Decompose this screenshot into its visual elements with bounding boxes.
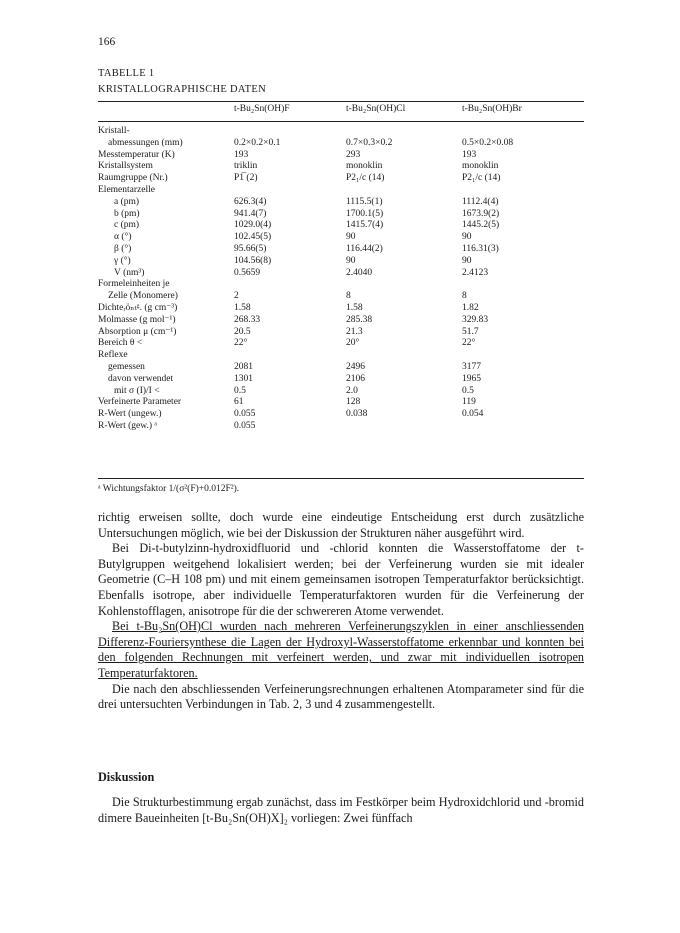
table-bottom-rule [98, 478, 584, 479]
cell-value: 941.4(7) [234, 208, 267, 219]
row-label-text: Bereich θ < [98, 338, 143, 349]
cell-value: 0.7×0.3×0.2 [346, 137, 393, 148]
cell-value: 329.83 [462, 314, 489, 325]
cell-value: 1115.5(1) [346, 196, 383, 207]
row-label-text: γ (°) [114, 255, 131, 266]
paragraph-2: Bei Di-t-butylzinn-hydroxidfluorid und -chlorid konnten die Wasserstoffatome der t-Butylgruppen weitgehend lokalisiert werden; bei der Verfeinerung wurden sie mit idealer Geometrie (C–H 108 pm) und mit einem gemeinsamen isotropen Temperaturfaktor berücksichtigt. Ebenfalls isotrope, aber individuelle Temperaturfaktoren wurden für die Verfeinerung der Kohlenstofflagen, anisotrope für die der schwereren Atome verwendet. [98, 541, 584, 618]
row-label-text: abmessungen (mm) [108, 137, 183, 148]
paragraph-4: Die nach den abschliessenden Verfeinerungsrechnungen erhaltenen Atomparameter sind für die drei untersuchten Verbindungen in Tab. 2, 3 und 4 zusammengestellt. [98, 681, 584, 712]
cell-value: 1965 [462, 373, 481, 384]
row-label-text: Kristall- [98, 126, 130, 136]
row-label [98, 374, 234, 386]
row-label [98, 315, 234, 327]
row-label-text: Molmasse (g mol⁻¹) [98, 314, 176, 325]
row-label [98, 161, 234, 173]
table-title: KRISTALLOGRAPHISCHE DATEN [98, 84, 266, 95]
cell-value: 128 [346, 397, 361, 408]
table-footnote: ᵃ Wichtungsfaktor 1/(σ²(F)+0.012F²). [98, 484, 240, 494]
cell-value: 119 [462, 397, 476, 408]
cell-value: 90 [346, 232, 356, 243]
row-label [98, 338, 234, 350]
cell-value: 8 [346, 291, 351, 302]
row-label [98, 126, 234, 138]
table-row [98, 421, 584, 433]
row-label-text: Formeleinheiten je [98, 279, 170, 290]
cell-value: 0.5 [234, 385, 246, 396]
cell-value: 293 [346, 149, 361, 160]
cell-value: 2.4123 [462, 267, 489, 278]
cell-value: 90 [462, 255, 472, 266]
cell-value: 2496 [346, 361, 365, 372]
table-row [98, 268, 584, 280]
row-label [98, 185, 234, 197]
cell-value: P2₁/c (14) [346, 173, 385, 184]
row-label [98, 197, 234, 209]
row-label [98, 209, 234, 221]
row-label [98, 291, 234, 303]
table-row [98, 338, 584, 350]
column-header-1: t-Bu₂Sn(OH)F [234, 104, 290, 114]
cell-value [234, 350, 346, 362]
row-label-text: davon verwendet [108, 373, 174, 384]
table-row [98, 256, 584, 268]
cell-value: P2₁/c (14) [462, 173, 501, 184]
cell-value [462, 350, 584, 362]
cell-value [462, 421, 584, 433]
table-row [98, 386, 584, 398]
table-row [98, 197, 584, 209]
row-label [98, 327, 234, 339]
cell-value: 90 [462, 232, 472, 243]
row-label [98, 397, 234, 409]
table-label: TABELLE 1 [98, 68, 155, 79]
cell-value: 1112.4(4) [462, 196, 499, 207]
cell-value: 2.0 [346, 385, 358, 396]
cell-value [462, 126, 584, 138]
discussion-paragraph: Die Strukturbestimmung ergab zunächst, dass im Festkörper beim Hydroxidchlorid und -bromid dimere Baueinheiten [t-Bu₂Sn(OH)X]₂ vorliegen: Zwei fünffach [98, 795, 584, 825]
cell-value: 116.31(3) [462, 243, 499, 254]
cell-value: 0.5659 [234, 267, 261, 278]
cell-value: 1700.1(5) [346, 208, 384, 219]
row-label-text: a (pm) [114, 196, 140, 207]
cell-value: 2 [234, 291, 239, 302]
row-label [98, 268, 234, 280]
row-label [98, 421, 234, 433]
table-row [98, 173, 584, 185]
table-row [98, 350, 584, 362]
cell-value: 0.054 [462, 409, 484, 420]
section-heading: Diskussion [98, 770, 155, 784]
crystallographic-data-table [98, 126, 584, 433]
cell-value: 1029.0(4) [234, 220, 272, 231]
cell-value: 1.58 [234, 302, 251, 313]
table-row [98, 232, 584, 244]
table-row [98, 374, 584, 386]
table-row [98, 150, 584, 162]
cell-value: 102.45(5) [234, 232, 272, 243]
cell-value: 1.82 [462, 302, 479, 313]
cell-value: 0.2×0.2×0.1 [234, 137, 281, 148]
cell-value [346, 126, 462, 138]
cell-value: 51.7 [462, 326, 479, 337]
row-label-text: gemessen [108, 361, 145, 372]
cell-value: 1.58 [346, 302, 363, 313]
cell-value: 21.3 [346, 326, 363, 337]
table-row [98, 220, 584, 232]
cell-value: 1415.7(4) [346, 220, 384, 231]
row-label-text: Zelle (Monomere) [108, 291, 178, 302]
row-label-text: Reflexe [98, 350, 128, 361]
table-row [98, 209, 584, 221]
row-label [98, 256, 234, 268]
cell-value: 0.038 [346, 409, 368, 420]
row-label [98, 232, 234, 244]
cell-value: 116.44(2) [346, 243, 383, 254]
row-label-text: β (°) [114, 243, 132, 254]
row-label-text: R-Wert (ungew.) [98, 409, 162, 420]
cell-value: 0.5 [462, 385, 474, 396]
column-header-2: t-Bu₂Sn(OH)Cl [346, 104, 406, 114]
cell-value: 1301 [234, 373, 253, 384]
cell-value: 0.055 [234, 420, 256, 431]
row-label [98, 220, 234, 232]
row-label-text: mit σ (I)/I < [114, 385, 160, 396]
row-label [98, 409, 234, 421]
table-row [98, 303, 584, 315]
row-label [98, 350, 234, 362]
cell-value: triklin [234, 161, 258, 172]
row-label-text: b (pm) [114, 208, 140, 219]
row-label-text: Kristallsystem [98, 161, 153, 172]
row-label [98, 138, 234, 150]
row-label-text: R-Wert (gew.) ᵃ [98, 420, 157, 431]
cell-value [462, 185, 584, 197]
cell-value [346, 279, 462, 291]
cell-value [234, 185, 346, 197]
row-label [98, 150, 234, 162]
cell-value: P1̅ (2) [234, 173, 258, 184]
table-row [98, 185, 584, 197]
cell-value: 20.5 [234, 326, 251, 337]
table-row [98, 126, 584, 138]
cell-value: 90 [346, 255, 356, 266]
table-row [98, 291, 584, 303]
row-label-text: c (pm) [114, 220, 140, 231]
cell-value: 22° [234, 338, 248, 349]
table-row [98, 327, 584, 339]
cell-value: 104.56(8) [234, 255, 272, 266]
table-row [98, 315, 584, 327]
cell-value: 22° [462, 338, 476, 349]
cell-value: monoklin [462, 161, 499, 172]
row-label-text: Verfeinerte Parameter [98, 397, 182, 408]
paragraph-3 [98, 619, 584, 681]
table-row [98, 244, 584, 256]
cell-value: 61 [234, 397, 244, 408]
paragraph-1: richtig erweisen sollte, doch wurde eine eindeutige Entscheidung erst durch zusätzliche Untersuchungen möglich, wie bei der Diskussion der Strukturen näher ausgeführt wird. [98, 510, 584, 540]
cell-value: 1673.9(2) [462, 208, 500, 219]
row-label [98, 244, 234, 256]
cell-value: 0.055 [234, 409, 256, 420]
cell-value [346, 421, 462, 433]
cell-value: 20° [346, 338, 360, 349]
row-label [98, 303, 234, 315]
table-row [98, 279, 584, 291]
table-row [98, 362, 584, 374]
cell-value [462, 279, 584, 291]
page-number: 166 [98, 36, 116, 48]
cell-value [234, 126, 346, 138]
table-row [98, 161, 584, 173]
row-label-text: Dichteᵣöₙₜᵍ. (g cm⁻³) [98, 302, 178, 313]
row-label-text: Raumgruppe (Nr.) [98, 173, 168, 184]
cell-value [346, 350, 462, 362]
cell-value: 626.3(4) [234, 196, 267, 207]
row-label [98, 362, 234, 374]
cell-value: 95.66(5) [234, 243, 267, 254]
cell-value: 268.33 [234, 314, 261, 325]
cell-value: 3177 [462, 361, 481, 372]
paragraph-3-text: Bei t-Bu₂Sn(OH)Cl wurden nach mehreren Verfeinerungszyklen in einer anschliessenden Differenz-Fouriersynthese die Lagen der Hydroxyl-Wasserstoffatome erkennbar und konnten bei den folgenden Rechnungen mit verfeinert werden, und zwar mit individuellen isotropen Temperaturfaktoren. [98, 619, 584, 680]
cell-value: 285.38 [346, 314, 373, 325]
body-text [98, 510, 584, 713]
table-top-rule [98, 101, 584, 102]
row-label [98, 173, 234, 185]
cell-value: 8 [462, 291, 467, 302]
table-row [98, 409, 584, 421]
row-label-text: V (nm³) [114, 267, 145, 278]
table-row [98, 397, 584, 409]
row-label-text: Elementarzelle [98, 184, 155, 195]
column-header-3: t-Bu₂Sn(OH)Br [462, 104, 522, 114]
row-label [98, 386, 234, 398]
table-header-rule [98, 121, 584, 122]
discussion-text [98, 795, 584, 826]
cell-value: 2081 [234, 361, 253, 372]
row-label-text: Absorption μ (cm⁻¹) [98, 326, 177, 337]
cell-value: 193 [462, 149, 477, 160]
cell-value [234, 279, 346, 291]
cell-value [346, 185, 462, 197]
row-label-text: α (°) [114, 232, 132, 243]
cell-value: 2106 [346, 373, 365, 384]
cell-value: 0.5×0.2×0.08 [462, 137, 514, 148]
cell-value: monoklin [346, 161, 383, 172]
cell-value: 1445.2(5) [462, 220, 500, 231]
cell-value: 2.4040 [346, 267, 373, 278]
row-label [98, 279, 234, 291]
table-row [98, 138, 584, 150]
row-label-text: Messtemperatur (K) [98, 149, 175, 160]
cell-value: 193 [234, 149, 249, 160]
